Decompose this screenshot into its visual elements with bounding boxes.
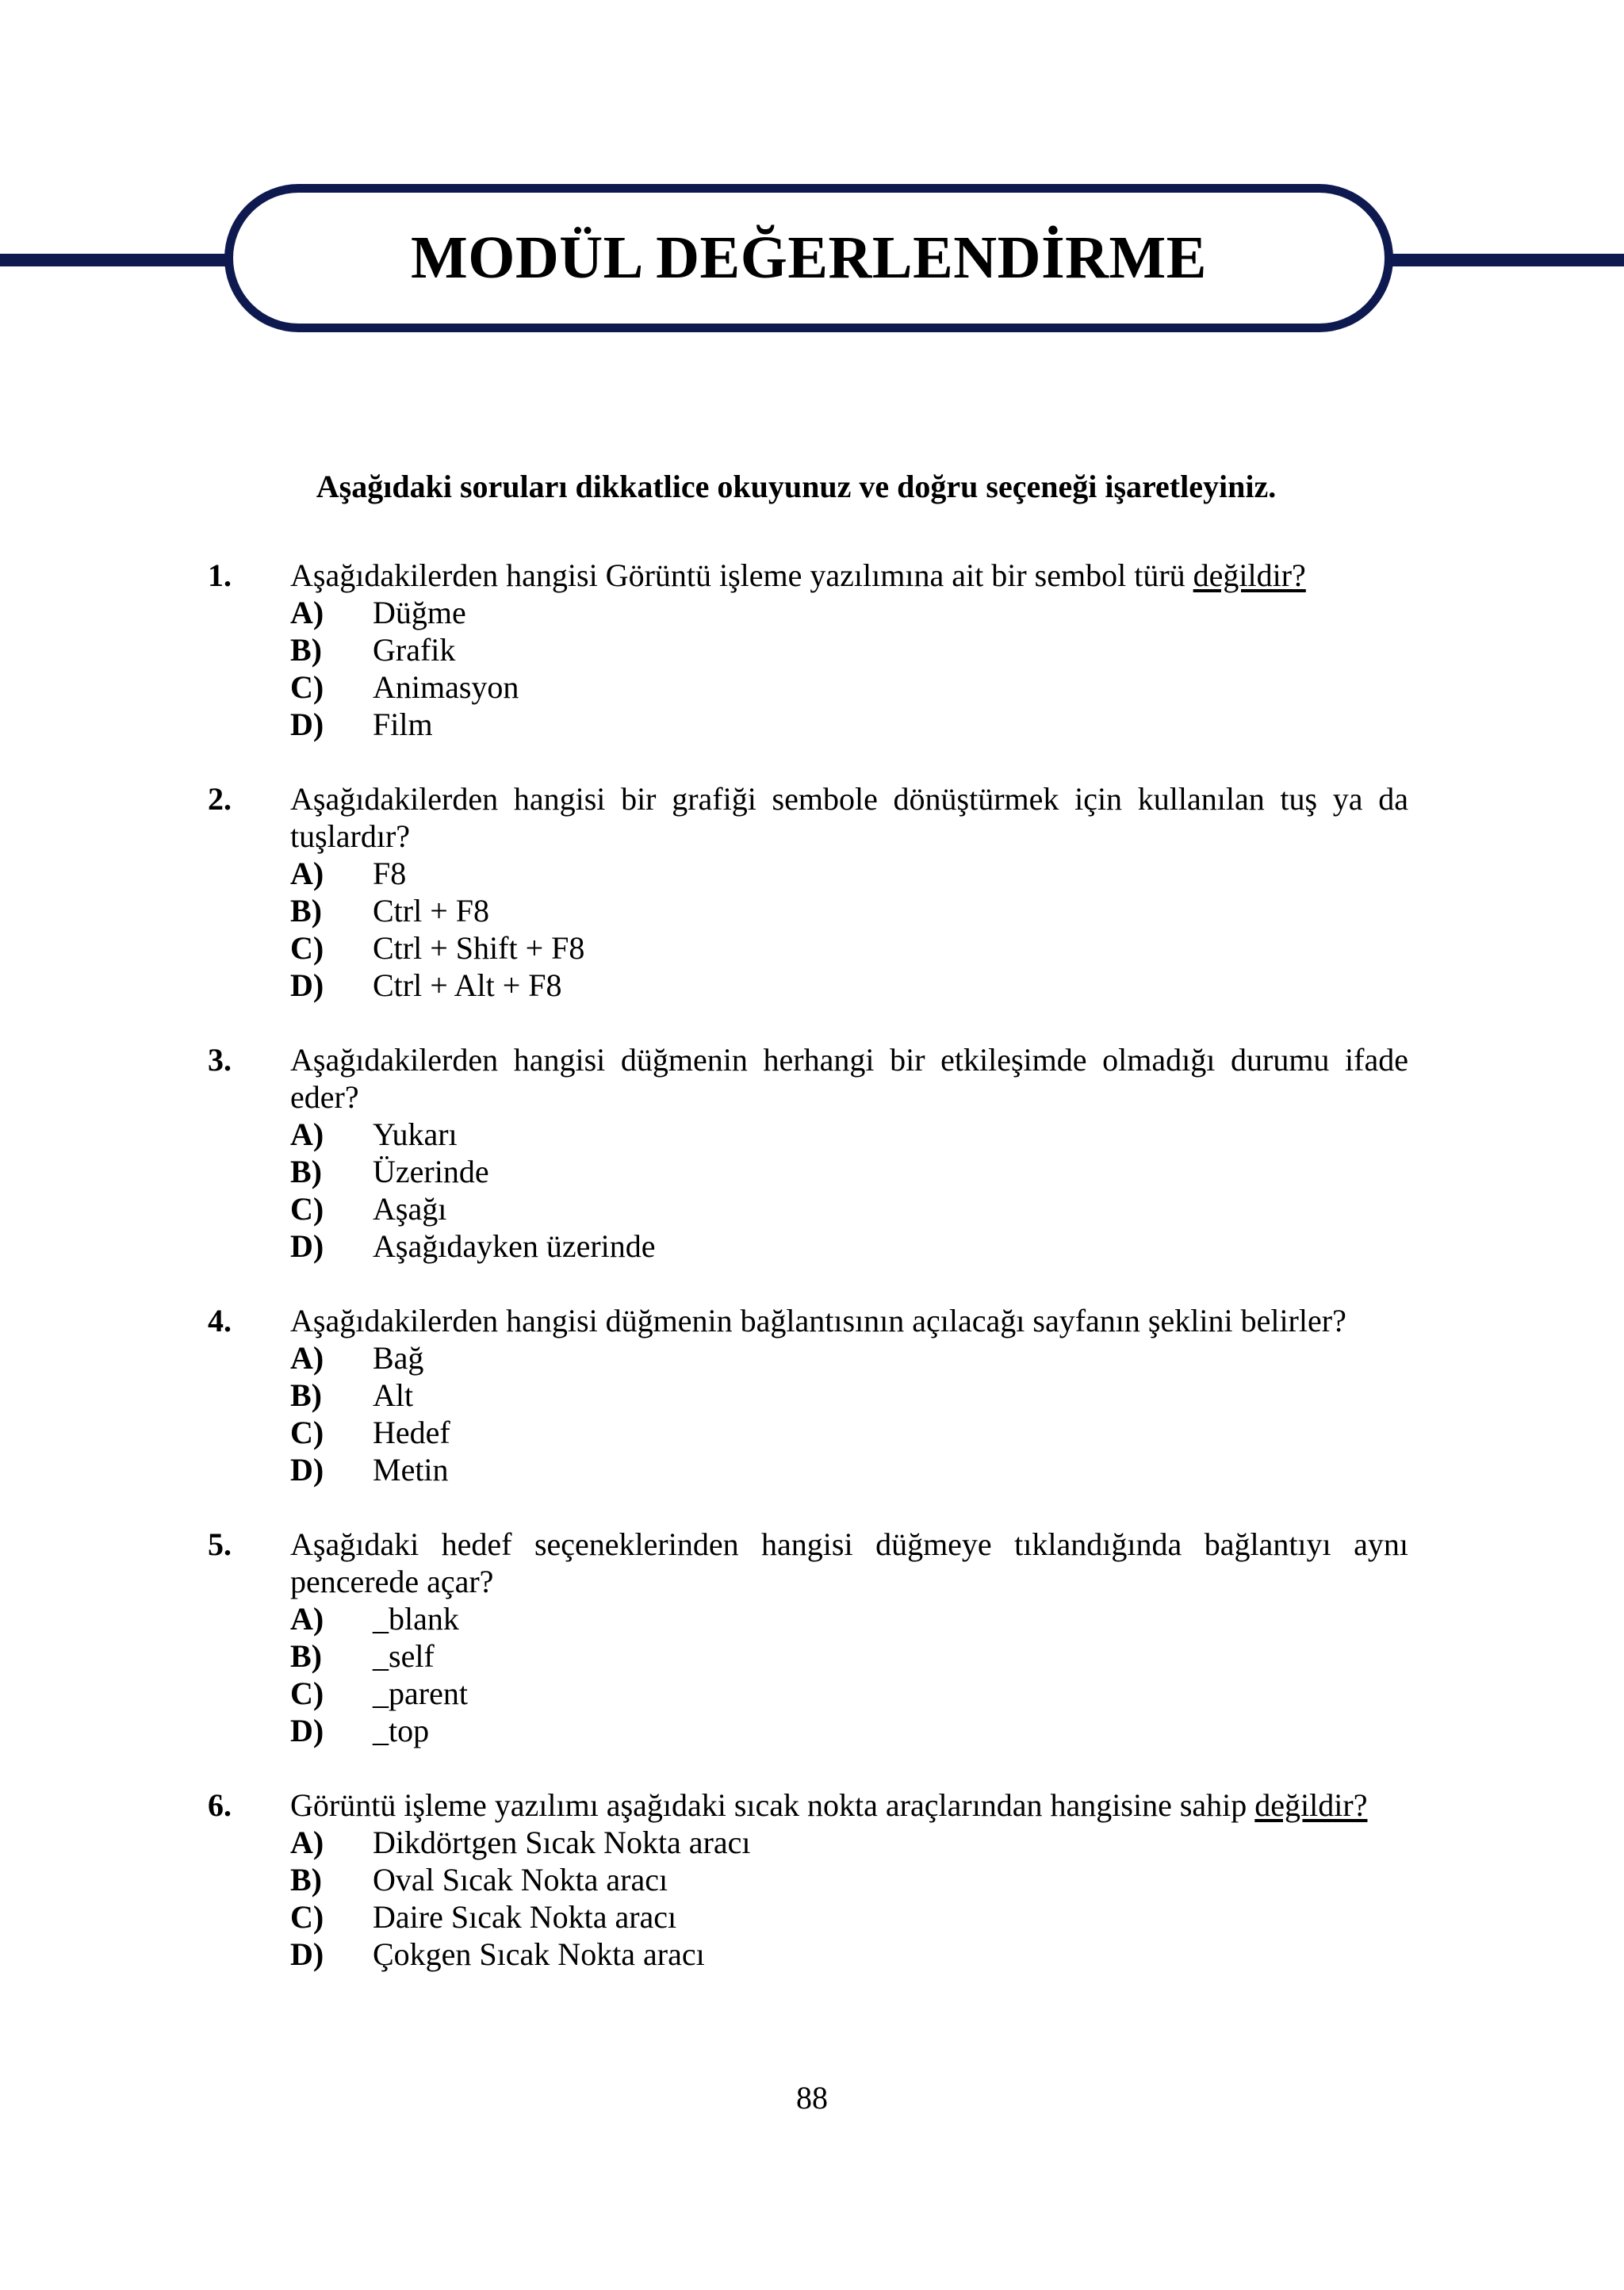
option-text: Alt (373, 1377, 414, 1413)
option-text: _blank (373, 1601, 459, 1637)
option-letter: A) (290, 595, 324, 630)
option-letter: C) (290, 1675, 324, 1711)
option-5a[interactable] (290, 1600, 459, 1637)
option-letter: C) (290, 1415, 324, 1450)
option-letter: B) (290, 632, 322, 668)
option-5c[interactable] (290, 1675, 468, 1712)
option-5d[interactable] (290, 1712, 429, 1749)
option-letter: A) (290, 1116, 324, 1152)
option-text: Aşağı (373, 1191, 447, 1227)
option-letter: B) (290, 1154, 322, 1189)
option-letter: B) (290, 1638, 322, 1674)
question-emphasis: değildir? (1254, 1787, 1368, 1823)
option-letter: D) (290, 1228, 324, 1264)
option-1a[interactable] (290, 594, 466, 631)
option-letter: C) (290, 1899, 324, 1935)
option-6c[interactable] (290, 1898, 676, 1936)
title-banner (224, 184, 1393, 332)
option-text: Aşağıdayken üzerinde (373, 1228, 656, 1264)
option-text: Ctrl + Alt + F8 (373, 967, 562, 1003)
option-2d[interactable] (290, 967, 562, 1004)
option-letter: D) (290, 1713, 324, 1748)
option-letter: A) (290, 1340, 324, 1376)
option-6a[interactable] (290, 1824, 751, 1861)
option-text: Oval Sıcak Nokta aracı (373, 1862, 668, 1897)
option-2c[interactable] (290, 929, 584, 967)
option-text: Yukarı (373, 1116, 458, 1152)
option-4b[interactable] (290, 1377, 413, 1414)
option-3d[interactable] (290, 1227, 656, 1265)
option-letter: A) (290, 1825, 324, 1860)
page-title: MODÜL DEĞERLENDİRME (411, 224, 1207, 291)
question-text: Aşağıdakilerden hangisi düğmenin bağlantısının açılacağı sayfanın şeklini belirler? (290, 1303, 1346, 1338)
option-letter: D) (290, 967, 324, 1003)
question-emphasis: değildir? (1193, 557, 1306, 593)
question-text: Görüntü işleme yazılımı aşağıdaki sıcak nokta araçlarından hangisine sahip değildir? (290, 1787, 1368, 1823)
option-text: F8 (373, 856, 407, 891)
option-text: Ctrl + F8 (373, 893, 490, 929)
instruction-text: Aşağıdaki soruları dikkatlice okuyunuz ve doğru seçeneği işaretleyiniz. (316, 469, 1277, 504)
option-1b[interactable] (290, 631, 455, 668)
option-text: Film (373, 707, 433, 742)
option-letter: B) (290, 1862, 322, 1897)
option-letter: A) (290, 856, 324, 891)
option-letter: D) (290, 707, 324, 742)
question-number: 6. (208, 1787, 232, 1823)
option-6d[interactable] (290, 1936, 705, 1973)
option-1c[interactable] (290, 668, 519, 706)
question-text: Aşağıdakilerden hangisi bir grafiği sembole dönüştürmek için kullanılan tuş ya da tuşlardır? (290, 781, 1408, 854)
option-letter: C) (290, 669, 324, 705)
option-text: Düğme (373, 595, 466, 630)
option-text: _top (373, 1713, 430, 1748)
option-4c[interactable] (290, 1414, 450, 1451)
header-rule-right (1392, 254, 1624, 266)
option-letter: D) (290, 1452, 324, 1488)
option-text: Hedef (373, 1415, 450, 1450)
question-number: 1. (208, 557, 232, 593)
option-3c[interactable] (290, 1190, 446, 1227)
question-number: 4. (208, 1303, 232, 1338)
option-text: _parent (373, 1675, 468, 1711)
option-4d[interactable] (290, 1451, 449, 1488)
option-3b[interactable] (290, 1153, 489, 1190)
option-text: Dikdörtgen Sıcak Nokta aracı (373, 1825, 751, 1860)
option-letter: C) (290, 930, 324, 966)
option-text: Üzerinde (373, 1154, 489, 1189)
option-letter: A) (290, 1601, 324, 1637)
option-text: Bağ (373, 1340, 424, 1376)
option-text: Daire Sıcak Nokta aracı (373, 1899, 677, 1935)
option-3a[interactable] (290, 1116, 458, 1153)
option-2a[interactable] (290, 855, 406, 892)
option-4a[interactable] (290, 1339, 423, 1377)
page-number: 88 (796, 2080, 828, 2116)
option-letter: B) (290, 893, 322, 929)
question-number: 5. (208, 1526, 232, 1562)
option-text: Çokgen Sıcak Nokta aracı (373, 1936, 705, 1972)
option-text: Metin (373, 1452, 449, 1488)
option-letter: B) (290, 1377, 322, 1413)
option-letter: D) (290, 1936, 324, 1972)
question-text: Aşağıdaki hedef seçeneklerinden hangisi düğmeye tıklandığında bağlantıyı aynı pencerede açar? (290, 1526, 1408, 1599)
option-5b[interactable] (290, 1637, 435, 1675)
option-text: Ctrl + Shift + F8 (373, 930, 585, 966)
option-letter: C) (290, 1191, 324, 1227)
question-number: 3. (208, 1042, 232, 1078)
option-6b[interactable] (290, 1861, 668, 1898)
question-text: Aşağıdakilerden hangisi düğmenin herhangi bir etkileşimde olmadığı durumu ifade eder? (290, 1042, 1408, 1115)
option-text: _self (373, 1638, 435, 1674)
header-rule-left (0, 254, 230, 266)
option-1d[interactable] (290, 706, 433, 743)
question-text: Aşağıdakilerden hangisi Görüntü işleme yazılımına ait bir sembol türü değildir? (290, 557, 1306, 593)
option-text: Grafik (373, 632, 456, 668)
option-text: Animasyon (373, 669, 519, 705)
option-2b[interactable] (290, 892, 489, 929)
question-number: 2. (208, 781, 232, 817)
